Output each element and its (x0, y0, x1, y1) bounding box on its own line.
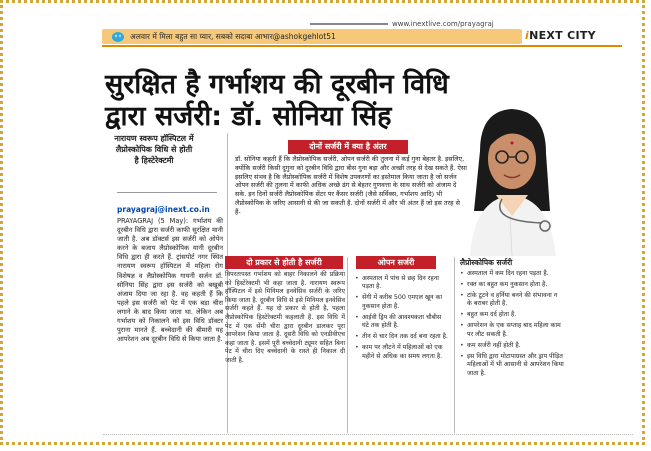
list-item: • इस विधि द्वारा मोटापाग्रस्त और ड्राप पीड़ित महिलाओं में भी आसानी से आपरेशन किया जाता है. (460, 353, 564, 378)
list-item: • अस्पताल में पांच से छह दिन रहना पड़ता है. (355, 275, 450, 292)
brand-name: NEXT CITY (529, 29, 596, 42)
column-divider-3 (454, 257, 455, 433)
list-item: • काम पर लौटने में महिलाओं को एक महीने से अधिक का समय लगता है. (355, 344, 450, 361)
article-kicker: नारायण स्वरूप हॉस्पिटल में लैप्रोस्कोपिक विधि से होती है हिस्टेरेक्टमी (114, 134, 194, 165)
list-item: • सेंगी में करीब 500 एमएल खून का नुकसान होता है. (355, 294, 450, 311)
article-body-col2: विपरतःपस्त गर्भाशय को बाहर निकालने की प्रक्रिया को हिस्टेरेक्टमी भी कहा जाता है. नारायण स्वरूप हॉस्पिटल में इसे मिनिमल इनवेसिव सर्जरी के जरिए किया जाता है. दूरबीन विधि से इसे मिनिमल इनवेसिव सर्जरी कहते हैं. यह दो प्रकार से होती है, पहला लैप्रोस्कोपिक हिस्टेरेक्टमी कहलाती है. इस विधि में पेट में एक सेंमी चीरा द्वारा दूरबीन डालकर पूरा आपरेशन किया जाता है. दूसरी विधि को एनडीवीएच कहा जाता है. इसमें पूरी बच्चेदानी ट्यूमर सहित बिना पेट में चीरा दिए बच्चेदानी के रास्ते ही निकाल दी जाती है. (225, 271, 345, 364)
list-item: • बहुत कम दर्द होता है. (460, 311, 564, 319)
list-item: • रक्त का बहुत कम नुकसान होता है. (460, 281, 564, 289)
open-surgery-heading: ओपन सर्जरी (356, 256, 436, 269)
two-types-heading: दो प्रकार से होती है सर्जरी (225, 256, 343, 269)
column-divider-2 (347, 257, 348, 433)
article-body-col1: PRAYAGRAJ (5 May): गर्भाशय की दूरबीन विधि द्वारा सर्जरी काफी सुरक्षित मानी जाती है. अब डॉक्टर्स इस सर्जरी को ओपेन करने के बजाय लैप्रोस्कोपिक यानी दूरबीन विधि द्वारा ही करते हैं. ट्रांसपोर्ट नगर स्थित नारायण स्वरूप हॉस्पिटल में महिला रोग विशेषज्ञ व लैप्रोस्कोपिक गायनी सर्जन डॉ. सोनिया सिंह द्वारा इस सर्जरी को बखूबी अंजाम दिया जा रहा है. वह कहती हैं कि पहले इस सर्जरी को पेट में एक बड़ा चीरा लगाने के बाद किया जाता था. लेकिन अब गर्भाशय को निकालने को इस विधि डॉक्टर पुराना मानते हैं. बच्चेदानी की बीमारी यह आपरेशन अब दूरबीन विधि से किया जाता है. (117, 217, 223, 344)
list-item: • आईवी ड्रिप की आवश्यकता चौबीस घंटे तक होती है. (355, 314, 450, 331)
list-item: • टांके टूटने व हर्निया बनने की संभावना न के बराबर होती है. (460, 292, 564, 309)
newspaper-clipping (10, 9, 640, 439)
list-item: • आपरेशन के एक सप्ताह बाद महिला काम पर लौट सकती है. (460, 322, 564, 339)
lap-surgery-list (460, 270, 564, 381)
tweet-line: अलवार में मिला बहुत सा प्यार, सबको सदाबा आभार@ashokgehlot51 (130, 32, 336, 41)
lap-surgery-heading: लैप्रोस्कोपिक सर्जरी (460, 258, 513, 267)
brand-logo (525, 29, 596, 42)
list-item: • तीन से चार दिन तक दर्द बना रहता है. (355, 333, 450, 341)
doctor-photo (450, 91, 570, 256)
kicker-divider (117, 192, 217, 193)
open-surgery-list (355, 275, 450, 364)
difference-box-heading: दोनों सर्जरी में क्या है अंतर (288, 140, 408, 154)
headline-line-1: सुरक्षित है गर्भाशय की दूरबीन विधि (105, 69, 449, 100)
url-divider (310, 23, 388, 25)
twitter-bird-icon (110, 30, 126, 43)
list-item: • अस्पताल में कम दिन रहना पड़ता है. (460, 270, 564, 278)
brand-rule (102, 45, 622, 47)
bottom-rule (103, 434, 633, 436)
brand-prefix: i (525, 29, 530, 42)
list-item: • कम सर्जरी नहीं होती है. (460, 342, 564, 350)
headline-line-2: द्वारा सर्जरी: डॉ. सोनिया सिंह (105, 101, 392, 132)
site-url: www.inextlive.com/prayagraj (392, 20, 494, 28)
difference-box-text: डॉ. सोनिया कहती हैं कि लैप्रोस्कोपिक सर्जरी, ओपन सर्जरी की तुलना में कई गुना बेहतर है. इसलिए, क्योंकि सर्जरी किसी दुगुना को दूरबीन विधि द्वारा बीस गुना बड़ा और अच्छी तरह से देख सकते हैं. ऐसा इसलिए संभव है कि लैप्रोस्कोपिक सर्जरी में विशेष उपकरणों का इस्तेमाल किया जाता है जो सर्जन ओपन सर्जरी की तुलना में काफी अधिक अच्छे ढंग से बेहतर गुणवत्ता के साथ सर्जरी को अंजाम दे सके. इन दिनों सर्जरी लैप्रोस्कोपिक सेंटर पर कैंसर सर्जरी (जैसे सर्विक्स, गर्भाशय आदि) भी लैप्रोस्कोपिक के जरिए आसानी से की जा सकती है. दोनों सर्जरी में और भी अंतर हैं जो इस तरह से हैं- (235, 155, 467, 216)
headline (105, 69, 449, 133)
byline-email: prayagraj@inext.co.in (117, 205, 210, 214)
